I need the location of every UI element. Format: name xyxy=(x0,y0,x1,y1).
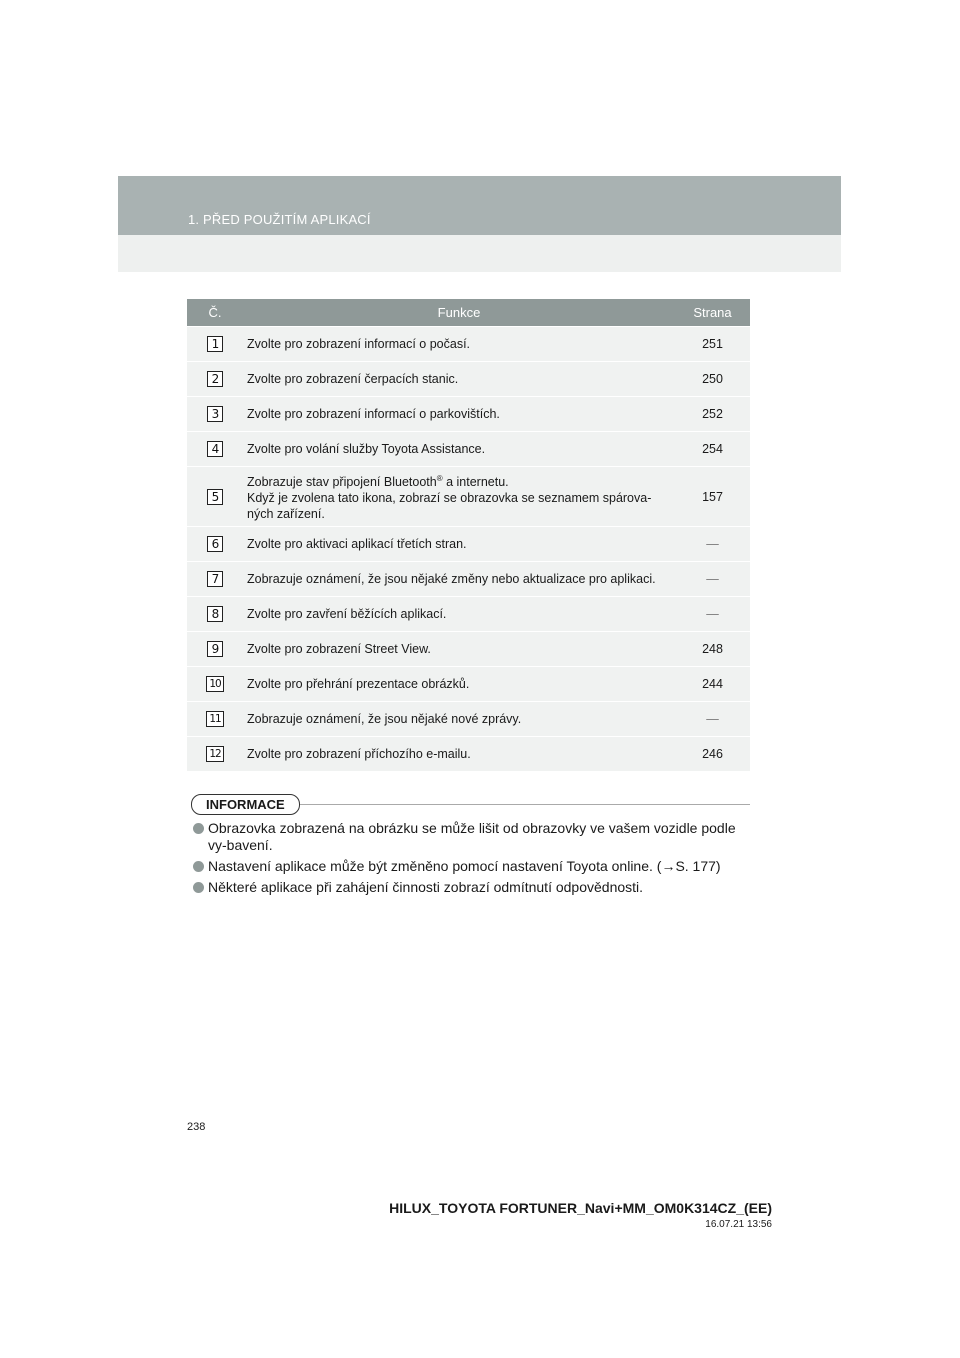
header-num: Č. xyxy=(208,305,222,320)
row-function: Zvolte pro zobrazení Street View. xyxy=(247,642,431,656)
number-badge: 4 xyxy=(207,441,223,457)
row-page: — xyxy=(706,537,719,551)
row-page: 250 xyxy=(702,372,723,386)
info-bullets xyxy=(193,820,753,900)
header-page: Strana xyxy=(693,305,732,320)
bullet-text: Nastavení aplikace může být změněno pomocí nastavení Toyota online. (→S. 177) xyxy=(208,858,721,874)
table-row xyxy=(187,632,750,666)
table-row xyxy=(187,397,750,431)
table-row xyxy=(187,737,750,771)
row-function: Zvolte pro zobrazení příchozího e-mailu. xyxy=(247,747,471,761)
table-row xyxy=(187,362,750,396)
header-function: Funkce xyxy=(437,305,481,320)
row-function: Zvolte pro zobrazení informací o parkovištích. xyxy=(247,407,500,421)
registered-mark: ® xyxy=(436,473,443,483)
row-function: Zvolte pro aktivaci aplikací třetích stran. xyxy=(247,537,467,551)
row-function: Zvolte pro zavření běžících aplikací. xyxy=(247,607,447,621)
document-date: 16.07.21 13:56 xyxy=(705,1219,772,1230)
number-badge: 2 xyxy=(207,371,223,387)
functions-table xyxy=(187,299,750,772)
document-id: HILUX_TOYOTA FORTUNER_Navi+MM_OM0K314CZ_(EE) xyxy=(389,1200,772,1216)
table-row xyxy=(187,702,750,736)
row-page: — xyxy=(706,572,719,586)
row-page: 254 xyxy=(702,442,723,456)
header-band xyxy=(118,176,841,272)
bullet-text: Některé aplikace při zahájení činnosti zobrazí odmítnutí odpovědnosti. xyxy=(208,879,644,895)
section-title: 1. PŘED POUŽITÍM APLIKACÍ xyxy=(188,212,371,227)
row-function: Zvolte pro zobrazení čerpacích stanic. xyxy=(247,372,459,386)
row-function: Zobrazuje oznámení, že jsou nějaké změny nebo aktualizace pro aplikaci. xyxy=(247,572,656,586)
row-page: 157 xyxy=(702,489,723,504)
page-number: 238 xyxy=(187,1121,206,1133)
bullet-icon xyxy=(193,823,204,834)
number-badge: 1 xyxy=(207,336,223,352)
bullet-icon xyxy=(193,882,204,893)
row-function-part: Když je zvolena tato ikona, zobrazí se obrazovka se seznamem spárova- xyxy=(247,491,652,506)
info-tag: INFORMACE xyxy=(191,794,300,815)
row-function-part: a internetu. xyxy=(442,475,509,490)
number-badge: 7 xyxy=(207,571,223,587)
number-badge: 9 xyxy=(207,641,223,657)
row-page: 244 xyxy=(702,677,723,691)
number-badge: 8 xyxy=(207,606,223,622)
row-page: 252 xyxy=(702,407,723,421)
bullet-icon xyxy=(193,861,204,872)
list-item xyxy=(193,879,753,896)
number-badge: 10 xyxy=(206,676,224,692)
row-page: — xyxy=(706,607,719,621)
row-function-part: Zobrazuje stav připojení Bluetooth xyxy=(247,475,437,490)
number-badge: 5 xyxy=(207,489,223,505)
number-badge: 12 xyxy=(206,746,224,762)
number-badge: 11 xyxy=(206,711,224,727)
row-function: Zvolte pro zobrazení informací o počasí. xyxy=(247,337,471,351)
row-page: — xyxy=(706,712,719,726)
table-row xyxy=(187,562,750,596)
table-row xyxy=(187,467,750,526)
row-page: 248 xyxy=(702,642,723,656)
bullet-text: Obrazovka zobrazená na obrázku se může lišit od obrazovky ve vašem vozidle podle vy-bavení. xyxy=(208,820,736,853)
row-page: 251 xyxy=(702,337,723,351)
list-item xyxy=(193,820,753,854)
table-row xyxy=(187,527,750,561)
row-function-part: ných zařízení. xyxy=(247,507,325,522)
number-badge: 6 xyxy=(207,536,223,552)
row-function: Zobrazuje oznámení, že jsou nějaké nové zprávy. xyxy=(247,712,522,726)
row-function: Zvolte pro volání služby Toyota Assistance. xyxy=(247,442,486,456)
header-bar xyxy=(118,176,841,235)
row-page: 246 xyxy=(702,747,723,761)
table-row xyxy=(187,432,750,466)
table-header xyxy=(187,299,750,326)
table-row xyxy=(187,597,750,631)
number-badge: 3 xyxy=(207,406,223,422)
list-item xyxy=(193,858,753,875)
table-row xyxy=(187,667,750,701)
row-function: Zvolte pro přehrání prezentace obrázků. xyxy=(247,677,470,691)
row-function xyxy=(243,471,675,522)
table-row xyxy=(187,327,750,361)
